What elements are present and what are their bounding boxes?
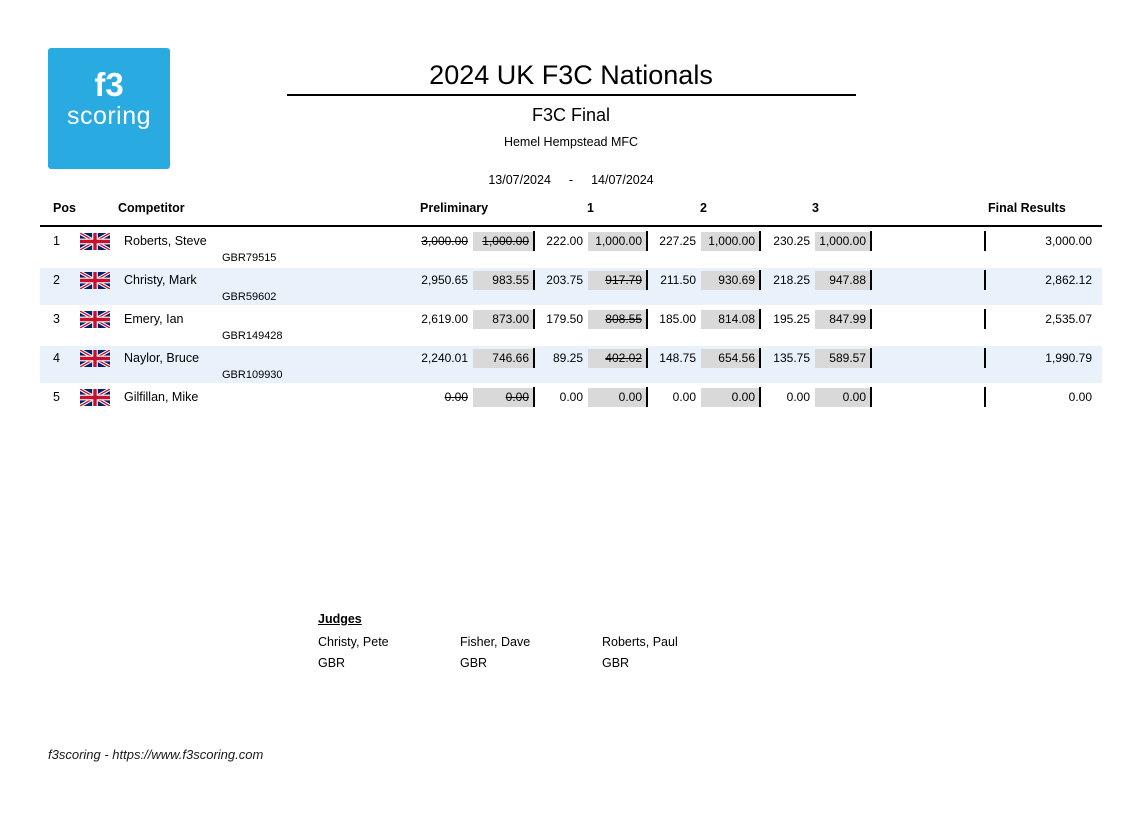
header-round-2: 2	[700, 201, 707, 215]
competitor-name: Christy, Mark	[124, 273, 197, 287]
column-separator	[870, 231, 872, 251]
gbr-flag-icon	[80, 389, 124, 406]
header-pos: Pos	[53, 201, 76, 215]
header-final-results: Final Results	[988, 201, 1066, 215]
gbr-flag-icon	[80, 272, 124, 289]
score-normalized: 947.88	[815, 271, 870, 290]
gbr-flag-icon	[80, 350, 124, 367]
table-row	[40, 268, 1102, 305]
score-normalized: 873.00	[473, 310, 533, 329]
header-competitor: Competitor	[118, 201, 185, 215]
judge-entry	[460, 635, 602, 670]
judge-entry	[318, 635, 460, 670]
score-normalized: 746.66	[473, 349, 533, 368]
score-normalized: 402.02	[588, 349, 646, 368]
score-normalized: 589.57	[815, 349, 870, 368]
judge-country: GBR	[602, 656, 630, 670]
score-raw: 227.25	[659, 234, 696, 248]
event-dates	[0, 173, 1142, 187]
final-result-value: 2,862.12	[1045, 273, 1092, 287]
position-value: 1	[53, 234, 60, 248]
column-separator	[870, 309, 872, 329]
final-result-value: 0.00	[1068, 390, 1092, 404]
score-normalized: 0.00	[815, 388, 870, 407]
score-raw: 0.00	[786, 390, 810, 404]
judges-heading: Judges	[318, 612, 362, 626]
score-normalized: 1,000.00	[473, 232, 533, 251]
column-separator	[870, 348, 872, 368]
column-separator	[870, 270, 872, 290]
competitor-row-sub	[40, 370, 1102, 383]
judge-country: GBR	[460, 656, 488, 670]
judge-name: Roberts, Paul	[602, 635, 678, 649]
score-normalized: 1,000.00	[701, 232, 759, 251]
competitor-row-main	[40, 307, 1102, 331]
score-raw: 195.25	[773, 312, 810, 326]
position-value: 4	[53, 351, 60, 365]
gbr-flag-icon	[80, 233, 124, 250]
competitor-row-sub	[40, 292, 1102, 305]
score-normalized: 1,000.00	[588, 232, 646, 251]
score-raw: 230.25	[773, 234, 810, 248]
date-from: 13/07/2024	[488, 173, 551, 187]
position-value: 5	[53, 390, 60, 404]
position-value: 2	[53, 273, 60, 287]
score-normalized: 1,000.00	[815, 232, 870, 251]
score-raw: 0.00	[444, 390, 468, 404]
table-row	[40, 229, 1102, 266]
score-raw: 218.25	[773, 273, 810, 287]
header-preliminary: Preliminary	[420, 201, 489, 215]
score-raw: 179.50	[546, 312, 583, 326]
judge-name: Christy, Pete	[318, 635, 389, 649]
table-row	[40, 346, 1102, 383]
table-body	[40, 229, 1102, 422]
score-normalized: 0.00	[701, 388, 759, 407]
competitor-row-main	[40, 229, 1102, 253]
final-result-value: 2,535.07	[1045, 312, 1092, 326]
competitor-row-sub	[40, 331, 1102, 344]
judge-entry	[602, 635, 744, 670]
score-raw: 222.00	[546, 234, 583, 248]
table-row	[40, 307, 1102, 344]
score-normalized: 983.55	[473, 271, 533, 290]
score-raw: 203.75	[546, 273, 583, 287]
score-raw: 89.25	[552, 351, 583, 365]
judges-list	[318, 635, 744, 670]
license-number: GBR109930	[222, 369, 283, 381]
score-raw: 2,619.00	[421, 312, 468, 326]
competitor-name: Gilfillan, Mike	[124, 390, 199, 404]
date-separator: -	[568, 173, 574, 187]
competitor-row-sub	[40, 253, 1102, 266]
header-gap	[872, 201, 984, 225]
score-normalized: 808.55	[588, 310, 646, 329]
judges-section	[318, 612, 744, 670]
score-normalized: 847.99	[815, 310, 870, 329]
results-table	[40, 201, 1102, 422]
judge-name: Fisher, Dave	[460, 635, 531, 649]
score-normalized: 917.79	[588, 271, 646, 290]
score-normalized: 654.56	[701, 349, 759, 368]
competitor-row-sub	[40, 409, 1102, 422]
score-raw: 2,240.01	[421, 351, 468, 365]
license-number: GBR59602	[222, 291, 277, 303]
competitor-row-main	[40, 385, 1102, 409]
position-value: 3	[53, 312, 60, 326]
competitor-name: Roberts, Steve	[124, 234, 207, 248]
header-round-3: 3	[812, 201, 819, 215]
score-raw: 148.75	[659, 351, 696, 365]
judge-country: GBR	[318, 656, 346, 670]
score-normalized: 0.00	[588, 388, 646, 407]
score-raw: 135.75	[773, 351, 810, 365]
score-normalized: 814.08	[701, 310, 759, 329]
license-number: GBR149428	[222, 330, 283, 342]
score-raw: 3,000.00	[421, 234, 468, 248]
event-subtitle: F3C Final	[531, 105, 611, 125]
table-header-row	[40, 201, 1102, 227]
competitor-row-main	[40, 268, 1102, 292]
date-to: 14/07/2024	[591, 173, 654, 187]
score-normalized: 0.00	[473, 388, 533, 407]
score-raw: 0.00	[672, 390, 696, 404]
score-raw: 211.50	[660, 273, 696, 287]
footer-credit: f3scoring - https://www.f3scoring.com	[48, 747, 264, 762]
header-round-1: 1	[587, 201, 594, 215]
score-raw: 185.00	[659, 312, 696, 326]
table-row	[40, 385, 1102, 422]
column-separator	[870, 387, 872, 407]
final-result-value: 1,990.79	[1045, 351, 1092, 365]
score-raw: 0.00	[559, 390, 583, 404]
license-number: GBR79515	[222, 252, 277, 264]
final-result-value: 3,000.00	[1045, 234, 1092, 248]
page-title: 2024 UK F3C Nationals	[429, 60, 713, 90]
competitor-name: Emery, Ian	[124, 312, 184, 326]
logo-f3-text: f3	[94, 66, 124, 103]
competitor-name: Naylor, Bruce	[124, 351, 200, 365]
venue-name: Hemel Hempstead MFC	[503, 135, 639, 149]
logo-scoring-text: scoring	[66, 102, 152, 130]
score-normalized: 930.69	[701, 271, 759, 290]
score-raw: 2,950.65	[421, 273, 468, 287]
title-divider	[287, 94, 856, 96]
gbr-flag-icon	[80, 311, 124, 328]
competitor-row-main	[40, 346, 1102, 370]
